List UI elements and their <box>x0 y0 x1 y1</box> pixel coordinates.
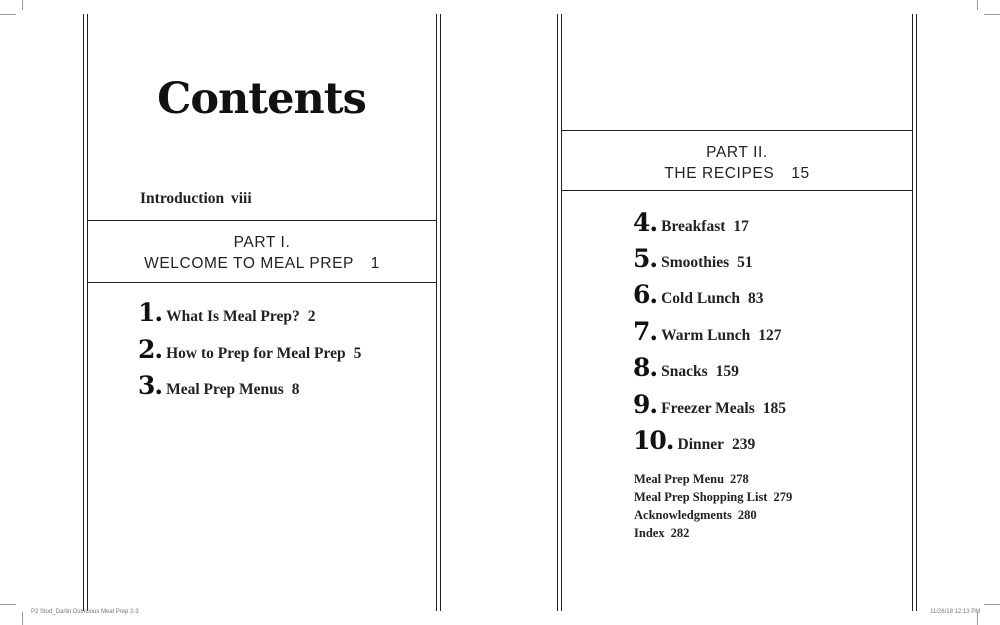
crop-mark <box>0 14 16 15</box>
crop-mark <box>984 604 1000 605</box>
chapter-entry <box>633 317 782 346</box>
back-matter-title: Acknowledgments <box>634 508 732 522</box>
crop-mark <box>0 604 16 605</box>
back-matter-entry <box>634 506 792 524</box>
divider <box>561 130 913 131</box>
chapter-number: 7. <box>633 317 658 346</box>
back-matter-title: Meal Prep Shopping List <box>634 490 768 504</box>
chapter-page: 127 <box>758 327 782 344</box>
introduction-label: Introduction <box>140 190 225 207</box>
chapter-number: 3. <box>138 371 163 400</box>
part-label: PART I. <box>233 234 291 251</box>
introduction-page: viii <box>231 190 252 207</box>
back-matter-entry <box>634 524 792 542</box>
chapter-number: 9. <box>633 390 658 419</box>
chapter-page: 51 <box>737 254 753 271</box>
chapter-entry <box>633 208 749 237</box>
chapter-page: 8 <box>291 381 300 398</box>
chapter-number: 1. <box>138 298 163 327</box>
chapter-entry <box>633 353 739 382</box>
divider <box>87 282 437 283</box>
back-matter-page: 282 <box>670 526 690 540</box>
print-slug: 11/26/18 12:13 PM <box>930 609 981 615</box>
chapter-title: Meal Prep Menus <box>166 381 284 398</box>
back-matter-entry <box>634 470 792 488</box>
part-one-heading <box>87 232 437 274</box>
chapter-number: 5. <box>633 244 658 273</box>
chapter-entry <box>633 280 763 309</box>
chapter-title: Freezer Meals <box>661 400 755 417</box>
back-matter-page: 279 <box>773 490 793 504</box>
chapter-page: 185 <box>762 400 787 417</box>
chapter-number: 2. <box>138 335 163 364</box>
chapter-title: Cold Lunch <box>661 290 740 307</box>
chapter-page: 83 <box>747 290 764 307</box>
back-matter-title: Meal Prep Menu <box>634 472 725 486</box>
chapter-number: 8. <box>633 353 658 382</box>
chapter-title: Snacks <box>661 363 708 380</box>
page-title: Contents <box>157 74 366 124</box>
chapter-title: Warm Lunch <box>661 327 751 344</box>
border-line <box>440 14 441 611</box>
border-line <box>912 14 913 611</box>
chapter-page: 5 <box>353 345 362 362</box>
part-page: 15 <box>791 165 810 182</box>
chapter-title: Dinner <box>677 436 724 453</box>
chapter-page: 2 <box>307 308 316 325</box>
chapter-page: 239 <box>732 436 756 453</box>
crop-mark <box>977 0 978 10</box>
print-slug: P2 Stod_Darlin Dstricious Meal Prep 2-3 <box>31 609 139 615</box>
part-two-heading <box>561 142 913 184</box>
back-matter-list <box>634 470 792 542</box>
back-matter-page: 278 <box>730 472 749 486</box>
divider <box>87 220 437 221</box>
border-line <box>561 14 562 611</box>
border-line <box>916 14 917 611</box>
back-matter-title: Index <box>634 526 665 540</box>
part-title: THE RECIPES <box>664 165 775 182</box>
back-matter-entry <box>634 488 792 506</box>
introduction-entry <box>140 190 252 208</box>
chapter-title: How to Prep for Meal Prep <box>166 345 346 362</box>
chapter-title: What Is Meal Prep? <box>166 308 300 325</box>
border-line <box>83 14 84 611</box>
chapter-entry <box>138 298 315 327</box>
chapter-page: 17 <box>733 218 749 235</box>
part-label: PART II. <box>706 144 768 161</box>
chapter-entry <box>633 244 753 273</box>
crop-mark <box>22 612 23 625</box>
part-page: 1 <box>370 255 380 272</box>
divider <box>561 190 913 191</box>
chapter-entry <box>633 390 786 419</box>
crop-mark <box>984 14 1000 15</box>
part-title-line <box>87 253 437 274</box>
chapter-entry <box>138 335 361 364</box>
part-title: WELCOME TO MEAL PREP <box>144 255 354 272</box>
chapter-entry <box>633 426 755 455</box>
chapter-number: 10. <box>633 426 674 455</box>
border-line <box>557 14 558 611</box>
chapter-number: 6. <box>633 280 658 309</box>
crop-mark <box>22 0 23 10</box>
chapter-page: 159 <box>715 363 739 380</box>
back-matter-page: 280 <box>737 508 757 522</box>
chapter-number: 4. <box>633 208 658 237</box>
chapter-entry <box>138 371 300 400</box>
part-title-line <box>561 163 913 184</box>
chapter-title: Smoothies <box>661 254 730 271</box>
chapter-title: Breakfast <box>661 218 726 235</box>
